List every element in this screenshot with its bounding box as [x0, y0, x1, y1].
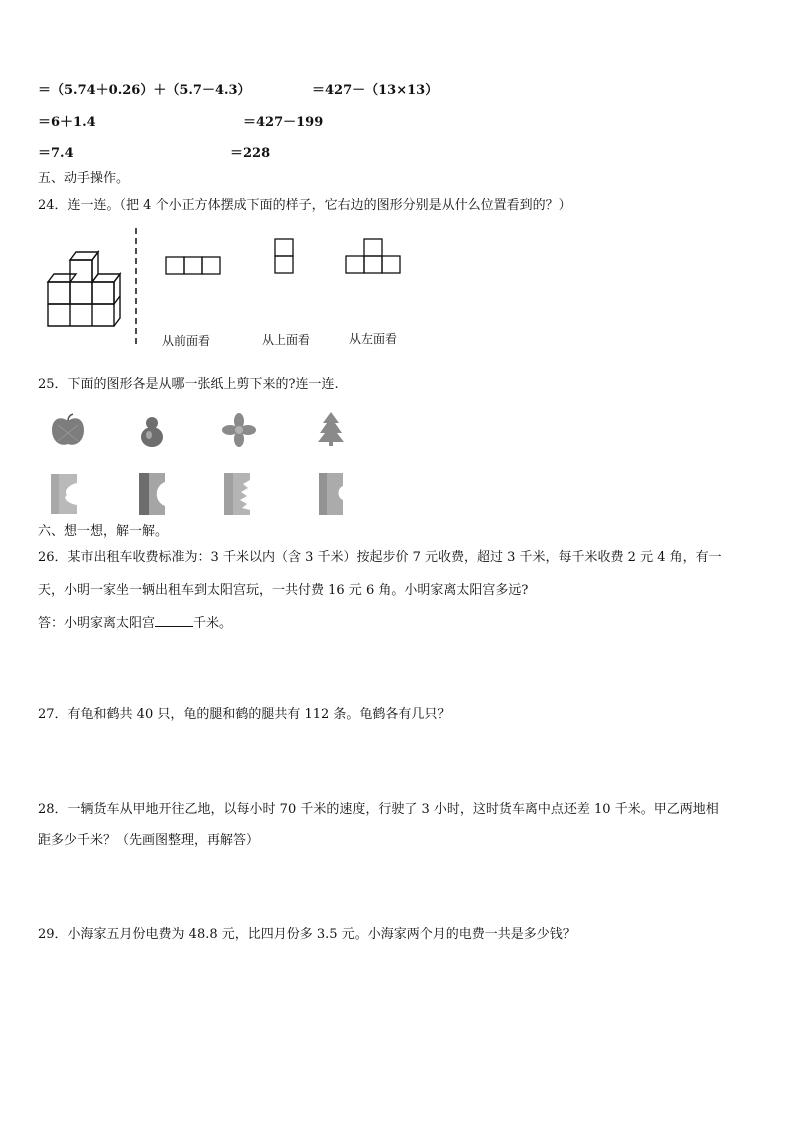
question-26-line-1: 26．某市出租车收费标准为：3 千米以内（含 3 千米）按起步价 7 元收费，超过 3 千米，每千米收费 2 元 4 角，有一 [38, 550, 722, 565]
gourd-shape-icon [137, 413, 167, 449]
label-front-view: 从前面看 [162, 334, 211, 348]
view-figure-1 [165, 256, 223, 276]
calc-left-1: ＝（5.74＋0.26）＋（5.7－4.3） [38, 83, 251, 98]
paper-zigzag-cut-icon [223, 472, 253, 516]
question-28-line-1: 28．一辆货车从甲地开往乙地，以每小时 70 千米的速度，行驶了 3 小时，这时货车离中点还差 10 千米。甲乙两地相 [38, 802, 719, 817]
view-figure-3 [345, 238, 403, 276]
question-25: 25．下面的图形各是从哪一张纸上剪下来的?连一连. [38, 377, 339, 392]
cube-stack-figure [40, 240, 130, 335]
answer-26-prefix: 答：小明家离太阳宫 [38, 616, 156, 631]
question-24: 24．连一连。（把 4 个小正方体摆成下面的样子，它右边的图形分别是从什么位置看到的？） [38, 198, 572, 213]
calc-right-1: ＝427－（13×13） [312, 83, 439, 98]
calc-right-2: ＝427－199 [243, 115, 324, 130]
paper-leaf-cut-icon [50, 473, 80, 515]
calc-left-3: ＝7.4 [38, 146, 74, 161]
answer-26 [38, 614, 232, 632]
question-26-line-2: 天，小明一家坐一辆出租车到太阳宫玩，一共付费 16 元 6 角。小明家离太阳宫多远? [38, 583, 529, 598]
section-title-6: 六、想一想，解一解。 [38, 524, 169, 539]
label-top-view: 从上面看 [262, 333, 311, 347]
answer-26-suffix: 千米。 [193, 616, 233, 631]
question-27: 27．有龟和鹤共 40 只，龟的腿和鹤的腿共有 112 条。龟鹤各有几只？ [38, 707, 451, 722]
paper-small-cut-icon [318, 472, 348, 516]
label-left-view: 从左面看 [349, 332, 398, 346]
apple-shape-icon [50, 413, 86, 449]
dashed-divider [133, 228, 139, 350]
section-title-5: 五、动手操作。 [38, 171, 130, 186]
calc-left-2: ＝6＋1.4 [38, 115, 96, 130]
question-28-line-2: 距多少千米？（先画图整理，再解答） [38, 833, 260, 848]
paper-arc-cut-icon [138, 472, 168, 516]
tree-shape-icon [316, 411, 346, 447]
view-figure-2 [274, 238, 296, 276]
answer-26-blank[interactable] [155, 614, 193, 627]
flower-shape-icon [221, 412, 257, 448]
question-29: 29．小海家五月份电费为 48.8 元，比四月份多 3.5 元。小海家两个月的电费一共是多少钱？ [38, 927, 576, 942]
calc-right-3: ＝228 [230, 146, 271, 161]
